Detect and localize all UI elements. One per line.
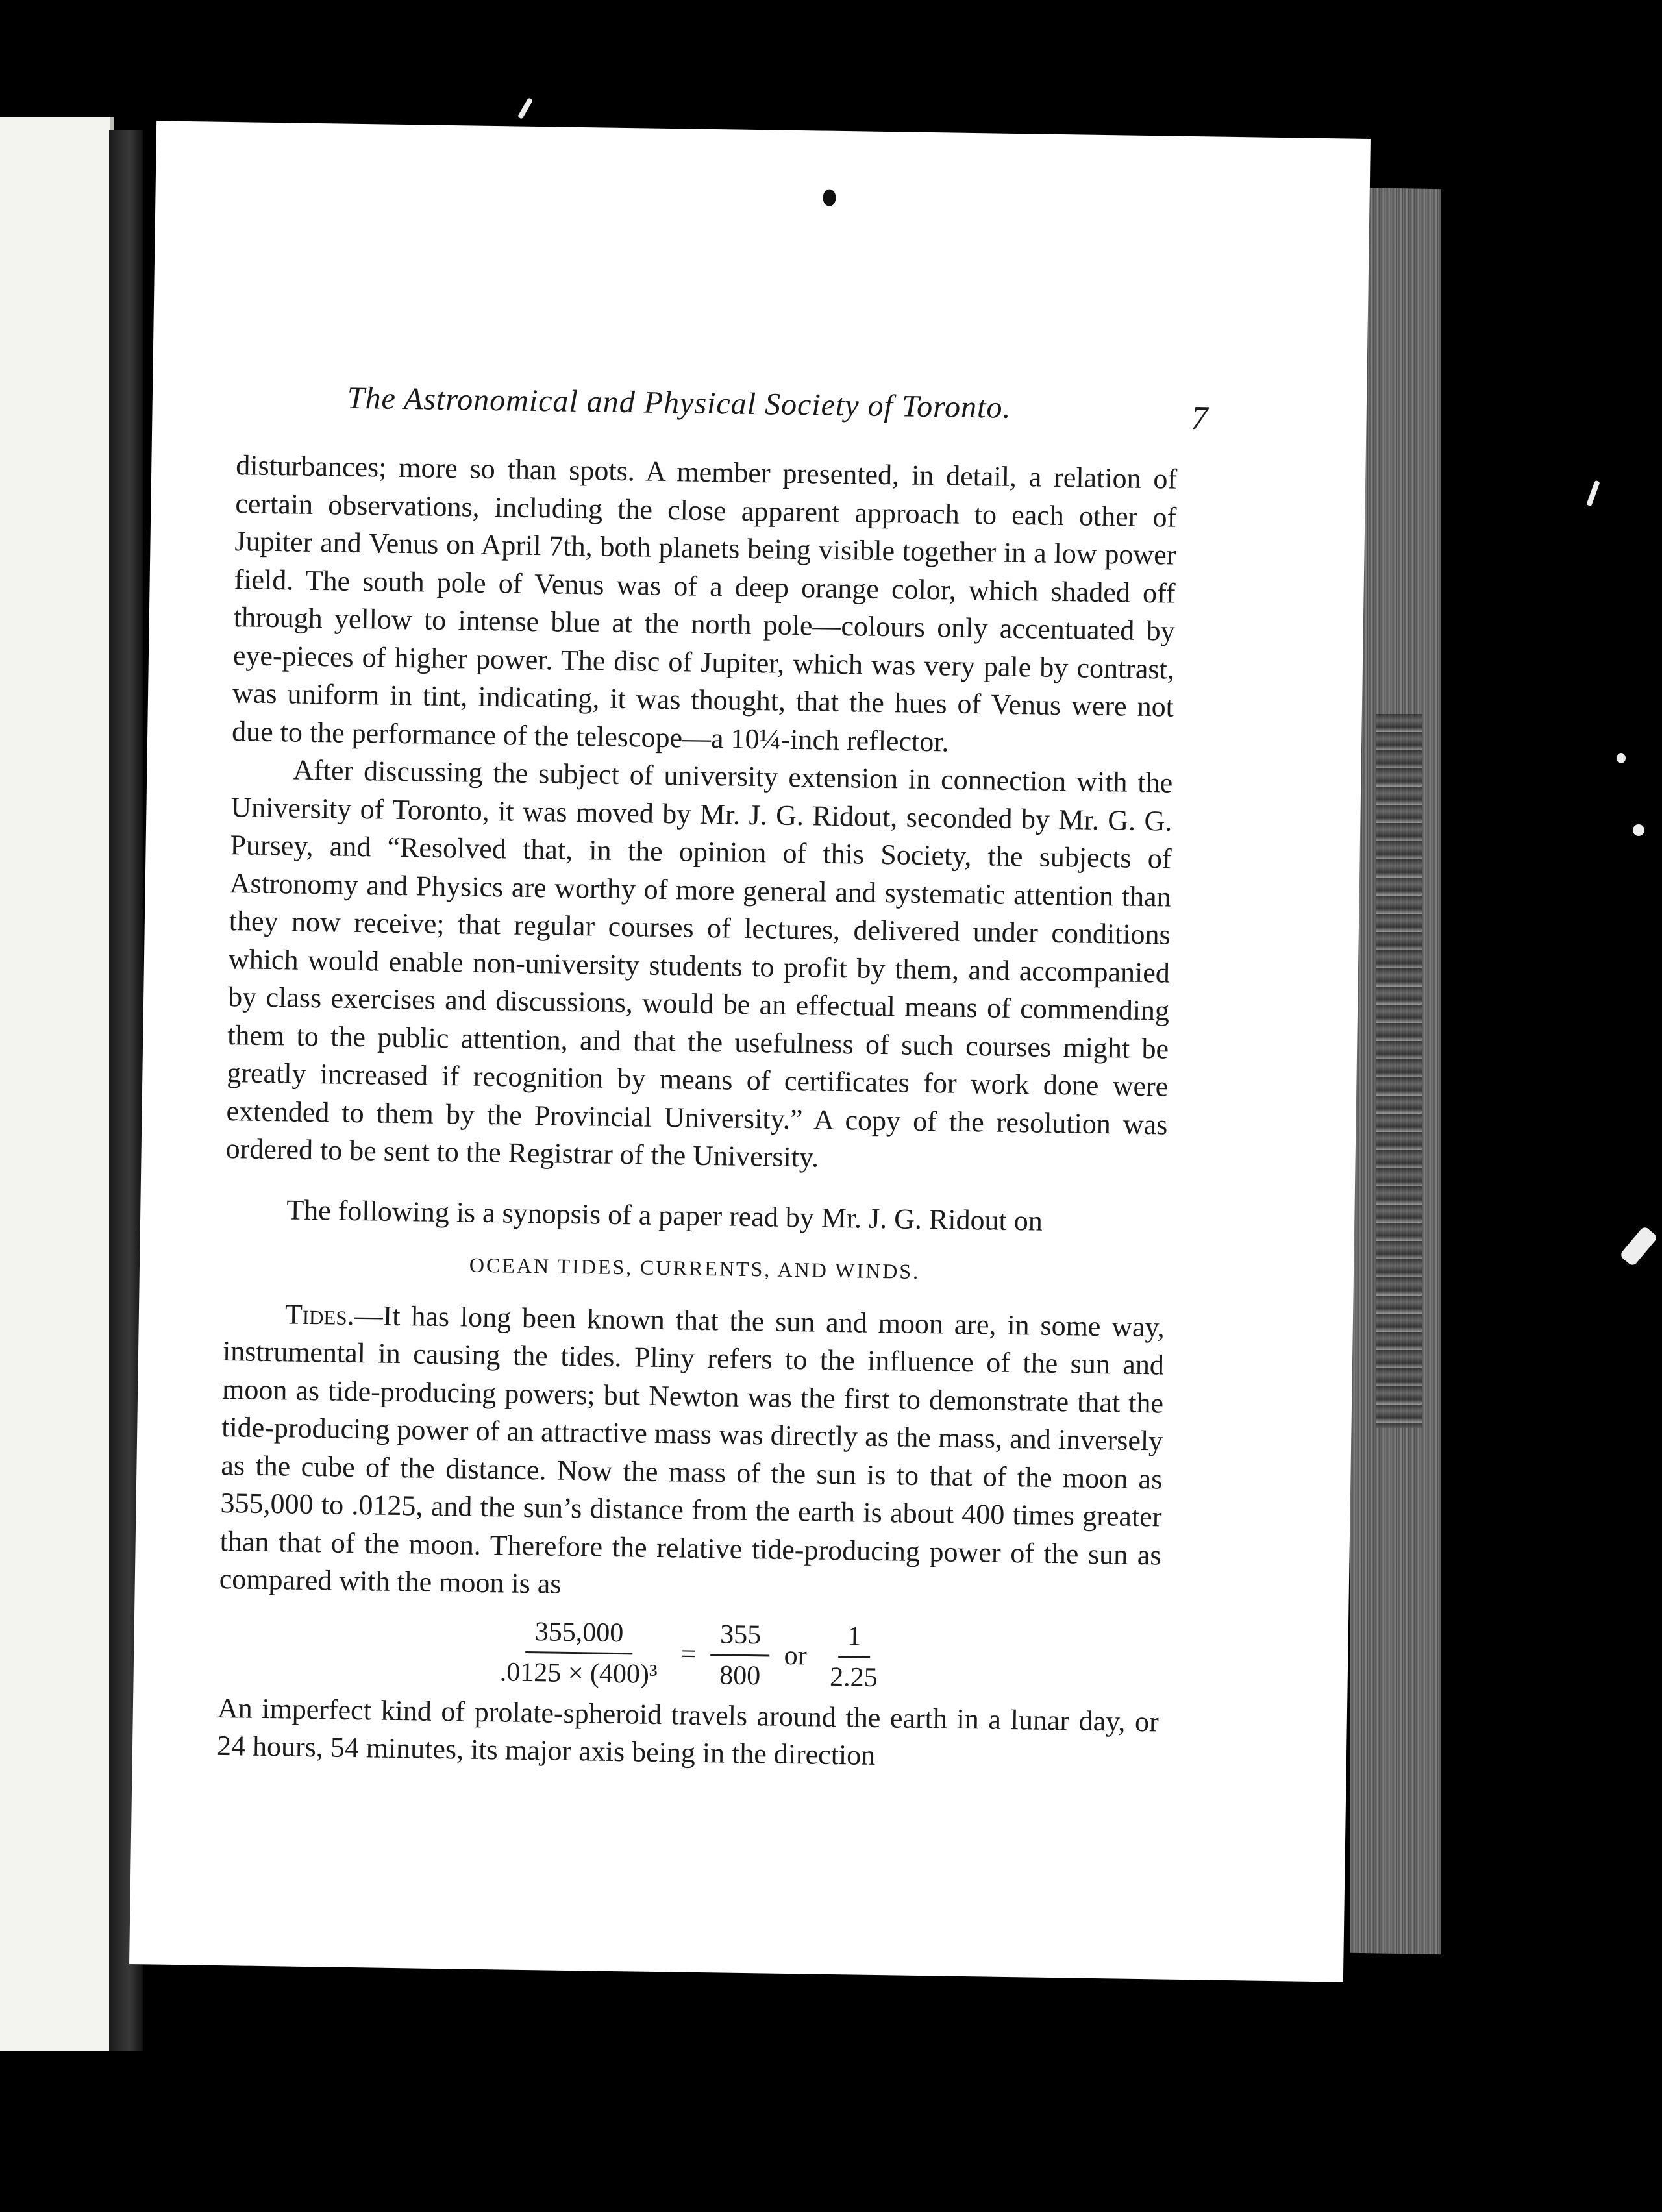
tides-lead: Tides. [284, 1297, 355, 1331]
paragraph-observations: disturbances; more so than spots. A member presented, in detail, a relation of certain observations, including the close apparent approach to each other of Jupiter and Venus on April 7th, both planets being visible together in a low power field. The south pole of Venus was of a deep orange color, which shaded off through yellow to intense blue at the north pole—colours only accentuated by eye-pieces of higher power. The disc of Jupiter, which was very pale by contrast, was uniform in tint, indicating, it was thought, that the hues of Venus were not due to the performance of the telescope—a 10¼-inch reflector. [231, 449, 1178, 757]
scan-speck [1633, 824, 1644, 836]
fraction-simplified [710, 1617, 771, 1693]
paragraph-tides [219, 1295, 1165, 1612]
book-page [129, 121, 1371, 1982]
paragraph-spheroid: An imperfect kind of prolate-spheroid travels around the earth in a lunar day, or 24 hours, 54 minutes, its major axis being in the direction [216, 1691, 1160, 1771]
scan-speck [1586, 480, 1600, 506]
equals-sign: = [680, 1639, 697, 1670]
fraction-denominator: 800 [719, 1660, 761, 1691]
fraction-numerator: 355 [711, 1617, 771, 1657]
or-word: or [784, 1641, 807, 1671]
tide-ratio-formula [217, 1610, 1160, 1699]
scan-speck [1617, 753, 1626, 763]
paragraph-resolution: After discussing the subject of university extension in connection with the University of Toronto, it was moved by Mr. J. G. Ridout, seconded by Mr. G. G. Pursey, and “Resolved that, in the opinion of this Society, the subjects of Astronomy and Physics are worthy of more general and systematic attention than they now receive; that regular courses of lectures, delivered under conditions which would enable non-university students to profit by them, and accompanied by class exercises and discussions, would be an effectual means of commending them to the public attention, and that the usefulness of such courses might be greatly increased if recognition by means of certificates for work done were extended to them by the Provincial University.” A copy of the resolution was ordered to be sent to the Registrar of the University. [225, 754, 1173, 1174]
fraction-numerator: 355,000 [525, 1614, 632, 1654]
running-header: The Astronomical and Physical Society of Toronto. [347, 380, 1011, 425]
scan-speck [517, 97, 533, 119]
page-number: 7 [1191, 399, 1208, 437]
section-title: OCEAN TIDES, CURRENTS, AND WINDS. [469, 1253, 921, 1283]
scan-speck [1619, 1225, 1658, 1267]
body-text [217, 447, 1178, 1779]
fraction-denominator: 2.25 [829, 1662, 878, 1693]
tides-text: —It has long been known that the sun and moon are, in some way, instrumental in causing the tides. Pliny refers to the influence of the sun and moon as tide-producing powers; but Newton was the first to demonstrate that the tide-producing power of an attractive mass was directly as the mass, and inversely as the cube of the distance. Now the mass of the sun is to that of the moon as 355,000 to .0125, and the sun’s distance from the earth is about 400 times greater than that of the moon. Therefore the relative tide-producing power of the sun as compared with the moon is as [219, 1299, 1165, 1600]
ink-dot [823, 190, 836, 206]
facing-page-edge [0, 117, 114, 2051]
fraction-denominator: .0125 × (400)³ [499, 1657, 658, 1690]
page-stack-texture [1376, 714, 1422, 1428]
fraction-numerator: 1 [838, 1619, 871, 1658]
paragraph-synopsis-intro: The following is a synopsis of a paper read by Mr. J. G. Ridout on [286, 1193, 1043, 1237]
fraction-result [821, 1619, 887, 1695]
fraction-mass-distance [490, 1614, 667, 1692]
